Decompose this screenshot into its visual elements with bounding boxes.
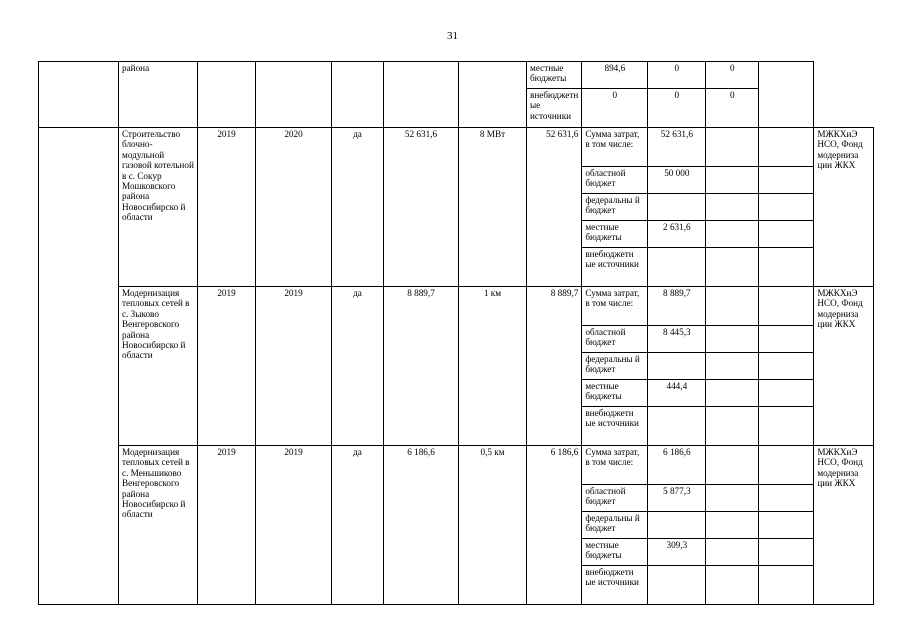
empty-cell xyxy=(706,446,759,485)
source-label-cell: областной бюджет xyxy=(582,326,648,353)
source-label-cell: Сумма затрат, в том числе: xyxy=(582,128,648,167)
source-label-cell: областной бюджет xyxy=(582,167,648,194)
source-value-cell xyxy=(648,194,706,221)
empty-cell xyxy=(706,128,759,167)
source-value-cell: 0 xyxy=(648,62,706,89)
responsible-cell: МЖКХиЭ НСО, Фонд модерниза ции ЖКХ xyxy=(814,128,874,287)
source-label-cell: федеральны й бюджет xyxy=(582,194,648,221)
empty-cell xyxy=(384,62,459,128)
empty-cell xyxy=(706,407,759,446)
total-cell: 52 631,6 xyxy=(527,128,582,287)
capacity-cell: 1 км xyxy=(459,287,527,446)
source-label-cell: местные бюджеты xyxy=(582,380,648,407)
source-label-cell: местные бюджеты xyxy=(582,221,648,248)
source-label-cell: внебюджетн ые источники xyxy=(582,566,648,605)
source-label-cell: местные бюджеты xyxy=(582,539,648,566)
empty-cell xyxy=(759,128,814,167)
empty-cell xyxy=(706,194,759,221)
end-year-cell: 2019 xyxy=(256,446,332,605)
source-label-cell: внебюджетн ые источники xyxy=(582,248,648,287)
empty-cell xyxy=(759,485,814,512)
empty-cell xyxy=(706,326,759,353)
empty-cell xyxy=(706,512,759,539)
source-value-cell: 8 889,7 xyxy=(648,287,706,326)
empty-cell xyxy=(759,287,814,326)
source-value-cell xyxy=(648,248,706,287)
total-cell: 8 889,7 xyxy=(527,287,582,446)
empty-cell xyxy=(706,221,759,248)
source-value-cell: 0 xyxy=(706,62,759,89)
source-label-cell: областной бюджет xyxy=(582,485,648,512)
empty-cell xyxy=(459,62,527,128)
source-value-cell: 0 xyxy=(582,89,648,128)
source-value-cell: 5 877,3 xyxy=(648,485,706,512)
empty-cell xyxy=(706,248,759,287)
empty-cell xyxy=(759,380,814,407)
cost-cell: 52 631,6 xyxy=(384,128,459,287)
total-cell: 6 186,6 xyxy=(527,446,582,605)
empty-first-column-cell xyxy=(39,62,119,128)
empty-cell xyxy=(332,62,384,128)
empty-cell xyxy=(706,167,759,194)
empty-cell xyxy=(759,512,814,539)
empty-cell xyxy=(706,380,759,407)
table-row xyxy=(39,62,874,89)
empty-cell xyxy=(759,248,814,287)
source-label-cell: Сумма затрат, в том числе: xyxy=(582,446,648,485)
flag-cell: да xyxy=(332,287,384,446)
responsible-cell: МЖКХиЭ НСО, Фонд модерниза ции ЖКХ xyxy=(814,287,874,446)
empty-cell xyxy=(759,446,814,485)
empty-cell xyxy=(706,485,759,512)
empty-cell xyxy=(759,221,814,248)
page-number: 31 xyxy=(447,30,458,42)
source-value-cell: 0 xyxy=(706,89,759,128)
table-body xyxy=(39,62,874,605)
start-year-cell: 2019 xyxy=(198,446,256,605)
empty-cell xyxy=(759,167,814,194)
empty-cell xyxy=(256,62,332,128)
empty-cell xyxy=(759,566,814,605)
source-value-cell: 2 631,6 xyxy=(648,221,706,248)
source-label-cell: внебюджетн ые источники xyxy=(582,407,648,446)
empty-cell xyxy=(706,353,759,380)
source-label-cell: Сумма затрат, в том числе: xyxy=(582,287,648,326)
flag-cell: да xyxy=(332,128,384,287)
source-value-cell: 0 xyxy=(648,89,706,128)
empty-cell xyxy=(759,539,814,566)
source-value-cell: 52 631,6 xyxy=(648,128,706,167)
table-row xyxy=(39,128,874,167)
source-label-cell: местные бюджеты xyxy=(527,62,582,89)
source-value-cell: 8 445,3 xyxy=(648,326,706,353)
empty-cell xyxy=(759,62,814,128)
empty-cell xyxy=(759,194,814,221)
cost-cell: 8 889,7 xyxy=(384,287,459,446)
source-label-cell: федеральны й бюджет xyxy=(582,353,648,380)
empty-cell xyxy=(759,407,814,446)
source-value-cell xyxy=(648,407,706,446)
project-name-cell: Модернизация тепловых сетей в с. Зыково Венгеровского района Новосибирско й области xyxy=(119,287,198,446)
empty-cell xyxy=(759,353,814,380)
empty-first-column-cell xyxy=(39,128,119,605)
capacity-cell: 8 МВт xyxy=(459,128,527,287)
source-value-cell: 309,3 xyxy=(648,539,706,566)
cost-cell: 6 186,6 xyxy=(384,446,459,605)
empty-cell xyxy=(706,287,759,326)
project-name-cell: Модернизация тепловых сетей в с. Меньшиково Венгеровского района Новосибирско й области xyxy=(119,446,198,605)
source-label-cell: федеральны й бюджет xyxy=(582,512,648,539)
source-value-cell xyxy=(648,512,706,539)
project-name-cell: района xyxy=(119,62,198,128)
table-row xyxy=(39,446,874,485)
empty-cell xyxy=(706,566,759,605)
source-value-cell: 444,4 xyxy=(648,380,706,407)
empty-cell xyxy=(759,326,814,353)
empty-cell xyxy=(706,539,759,566)
source-value-cell xyxy=(648,566,706,605)
capacity-cell: 0,5 км xyxy=(459,446,527,605)
project-name-cell: Строительство блочно-модульной газовой котельной в с. Сокур Мошковского района Новосибирско й области xyxy=(119,128,198,287)
start-year-cell: 2019 xyxy=(198,287,256,446)
source-value-cell: 50 000 xyxy=(648,167,706,194)
start-year-cell: 2019 xyxy=(198,128,256,287)
source-label-cell: внебюджетн ые источники xyxy=(527,89,582,128)
responsible-cell: МЖКХиЭ НСО, Фонд модерниза ции ЖКХ xyxy=(814,446,874,605)
investment-table xyxy=(38,61,874,605)
end-year-cell: 2019 xyxy=(256,287,332,446)
source-value-cell: 894,6 xyxy=(582,62,648,89)
empty-cell xyxy=(198,62,256,128)
table-row xyxy=(39,287,874,326)
source-value-cell xyxy=(648,353,706,380)
flag-cell: да xyxy=(332,446,384,605)
end-year-cell: 2020 xyxy=(256,128,332,287)
source-value-cell: 6 186,6 xyxy=(648,446,706,485)
